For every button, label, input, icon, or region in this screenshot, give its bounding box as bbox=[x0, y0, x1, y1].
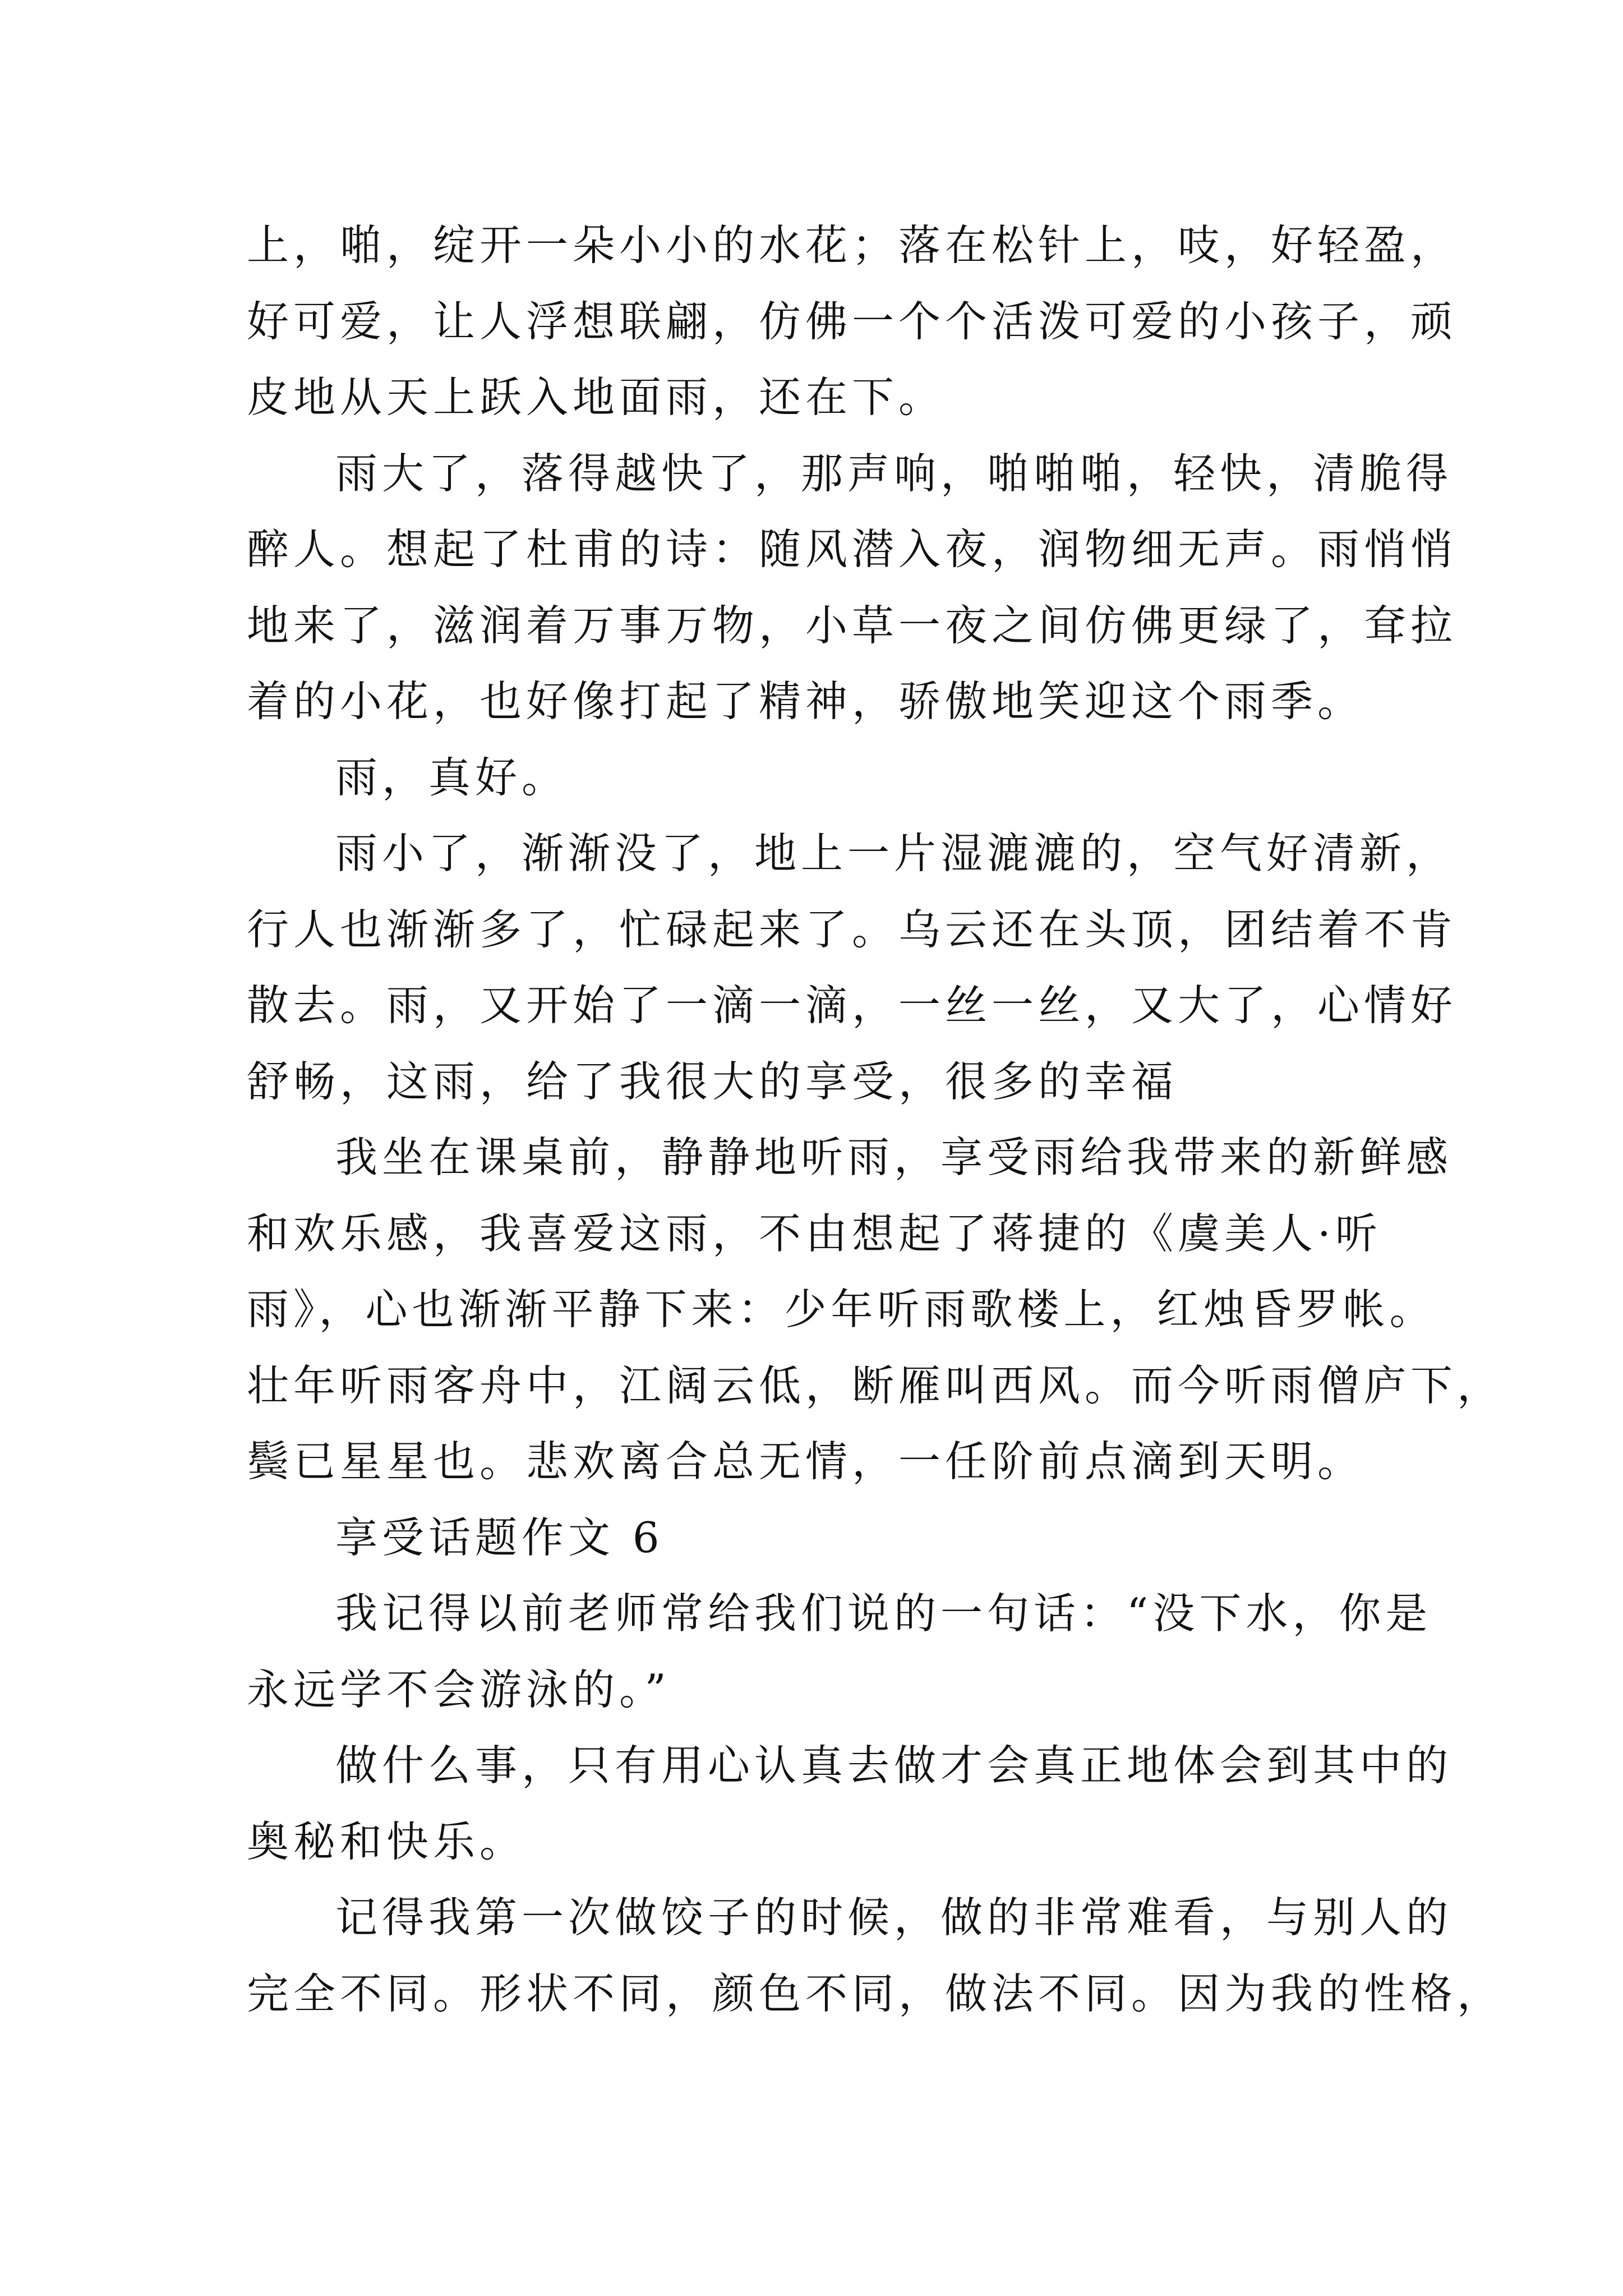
text-line: 好可爱，让人浮想联翩，仿佛一个个活泼可爱的小孩子，顽 bbox=[247, 296, 1458, 346]
text-line: 永远学不会游泳的。” bbox=[247, 1664, 671, 1714]
text-line: 鬓已星星也。悲欢离合总无情，一任阶前点滴到天明。 bbox=[247, 1437, 1364, 1486]
text-line: 壮年听雨客舟中，江阔云低，断雁叫西风。而今听雨僧庐下， bbox=[247, 1360, 1504, 1410]
text-line: 行人也渐渐多了，忙碌起来了。乌云还在头顶，团结着不肯 bbox=[247, 904, 1458, 954]
text-line: 舒畅，这雨，给了我很大的享受，很多的幸福 bbox=[247, 1056, 1178, 1106]
text-line: 着的小花，也好像打起了精神，骄傲地笑迎这个雨季。 bbox=[247, 677, 1364, 726]
paragraph-start-line: 雨大了，落得越快了，那声响，啪啪啪，轻快，清脆得 bbox=[335, 448, 1453, 498]
document-body bbox=[247, 208, 1504, 2032]
text-line: 醉人。想起了杜甫的诗：随风潜入夜，润物细无声。雨悄悄 bbox=[247, 524, 1458, 574]
paragraph-start-line: 我记得以前老师常给我们说的一句话：“没下水，你是 bbox=[335, 1589, 1432, 1638]
section-heading: 享受话题作文 6 bbox=[335, 1512, 664, 1562]
paragraph-start-line: 雨小了，渐渐没了，地上一片湿漉漉的，空气好清新， bbox=[335, 829, 1453, 878]
text-line: 地来了，滋润着万事万物，小草一夜之间仿佛更绿了，耷拉 bbox=[247, 600, 1458, 650]
text-line: 雨》，心也渐渐平静下来：少年听雨歌楼上，红烛昏罗帐。 bbox=[247, 1285, 1436, 1334]
text-line: 奥秘和快乐。 bbox=[247, 1816, 527, 1866]
paragraph-start-line: 雨，真好。 bbox=[335, 752, 569, 802]
text-line: 散去。雨，又开始了一滴一滴，一丝一丝，又大了，心情好 bbox=[247, 981, 1458, 1030]
paragraph-start-line: 我坐在课桌前，静静地听雨，享受雨给我带来的新鲜感 bbox=[335, 1133, 1453, 1182]
text-line: 和欢乐感，我喜爱这雨，不由想起了蒋捷的《虞美人·听 bbox=[247, 1208, 1382, 1258]
text-line: 皮地从天上跃入地面雨，还在下。 bbox=[247, 372, 946, 422]
paragraph-start-line: 做什么事，只有用心认真去做才会真正地体会到其中的 bbox=[335, 1741, 1453, 1790]
text-line: 上，啪，绽开一朵小小的水花；落在松针上，吱，好轻盈， bbox=[247, 220, 1458, 270]
text-line: 完全不同。形状不同，颜色不同，做法不同。因为我的性格， bbox=[247, 1968, 1504, 2018]
paragraph-start-line: 记得我第一次做饺子的时候，做的非常难看，与别人的 bbox=[335, 1893, 1453, 1942]
